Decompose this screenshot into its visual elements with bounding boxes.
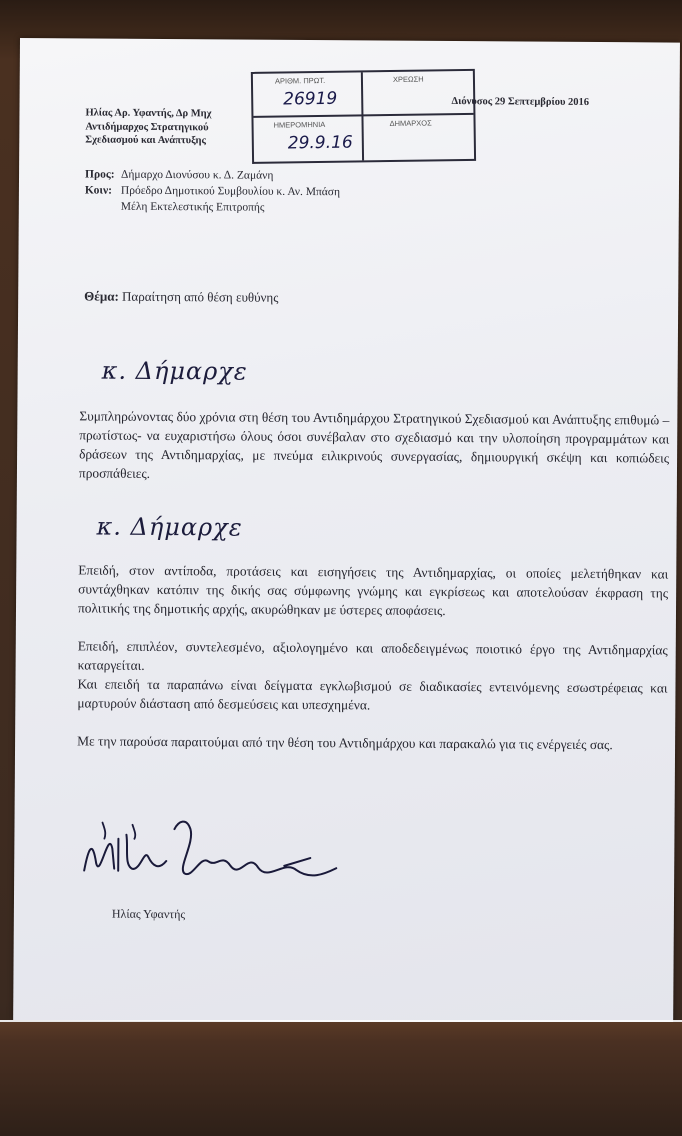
- recipient-to: [85, 166, 340, 184]
- signatory-name: Ηλίας Υφαντής: [111, 906, 186, 922]
- handwritten-salutation: κ. Δήμαρχε: [101, 356, 248, 386]
- subject-label: Θέμα:: [84, 288, 119, 304]
- paragraph-resignation: Με την παρούσα παραιτούμαι από την θέση του Αντιδημάρχου και παρακαλώ για τις ενέργειές σας.: [77, 733, 613, 753]
- subject-text: Παραίτηση από θέση ευθύνης: [122, 288, 279, 305]
- sender-block: [85, 106, 265, 148]
- stamp-date-label: ΗΜΕΡΟΜΗΝΙΑ: [273, 119, 326, 130]
- stamp-number-label: ΑΡΙΘΜ. ΠΡΩΤ.: [274, 75, 326, 86]
- recipient-cc-2: Μέλη Εκτελεστικής Επιτροπής: [120, 200, 265, 214]
- recipients-block: [85, 166, 340, 216]
- handwritten-signature: [74, 808, 375, 900]
- subject-line: [84, 288, 278, 305]
- paragraph-work: Επειδή, επιπλέον, συντελεσμένο, αξιολογημένο και αποδεδειγμένως ποιοτικό έργο της Αντιδημαρχίας καταργείται.: [77, 638, 668, 673]
- recipient-cc: [85, 182, 340, 200]
- cc-label: Κοιν:: [84, 184, 112, 197]
- to-label: Προς:: [85, 168, 115, 181]
- letter-page: [13, 38, 680, 1025]
- stamp-mayor-label: ΔΗΜΑΡΧΟΣ: [389, 118, 432, 129]
- paragraph-reasons: Επειδή, στον αντίποδα, προτάσεις και εισηγήσεις της Αντιδημαρχίας, οι οποίες μελετήθηκαν και συντάχθηκαν κατόπιν της δικής σας σύμφωνης γνώμης και εγκρίσεως και αποτελούσαν έκφραση της πολιτικής της δημοτικής αρχής, ακυρώθηκαν με ύστερες αποφάσεις.: [77, 562, 669, 618]
- table-surface: [0, 1022, 682, 1136]
- place-date: Διόνυσος 29 Σεπτεμβρίου 2016: [451, 96, 590, 108]
- stamp-charge-label: ΧΡΕΩΣΗ: [392, 74, 424, 84]
- registry-stamp: [251, 69, 476, 164]
- to-value: Δήμαρχο Διονύσου κ. Δ. Ζαμάνη: [121, 168, 274, 182]
- stamp-number: 26919: [283, 88, 338, 110]
- cc-value: Πρόεδρο Δημοτικού Συμβουλίου κ. Αν. Μπάση: [120, 184, 341, 199]
- sender-name: Ηλίας Αρ. Υφαντής, Δρ Μηχ: [85, 107, 212, 120]
- paragraph-thanks: Συμπληρώνοντας δύο χρόνια στη θέση του Αντιδημάρχου Στρατηγικού Σχεδιασμού και Ανάπτυξης επιθυμώ –πρωτίστως- να ευχαριστήσω όλους όσοι συνέβαλαν στο σχεδιασμό και την υλοποίηση προγραμμάτων και δράσεων της Αντιδημαρχίας, με πνεύμα ειλικρινούς συνεργασίας, δημιουργική σκέψη και κοπιώδεις προσπάθειες.: [78, 408, 670, 481]
- sender-title-cont: Σχεδιασμού και Ανάπτυξης: [85, 134, 207, 147]
- paragraph-introversion: Και επειδή τα παραπάνω είναι δείγματα εγκλωβισμού σε διαδικασίες εντεινόμενης εσωστρέφειας και μαρτυρούν διάσταση από δεσμεύσεις και υπεσχημένα.: [77, 676, 668, 713]
- handwritten-salutation-2: κ. Δήμαρχε: [96, 512, 243, 542]
- sender-title: Αντιδήμαρχος Στρατηγικού: [85, 120, 209, 133]
- stamp-date: 29.9.16: [287, 132, 353, 154]
